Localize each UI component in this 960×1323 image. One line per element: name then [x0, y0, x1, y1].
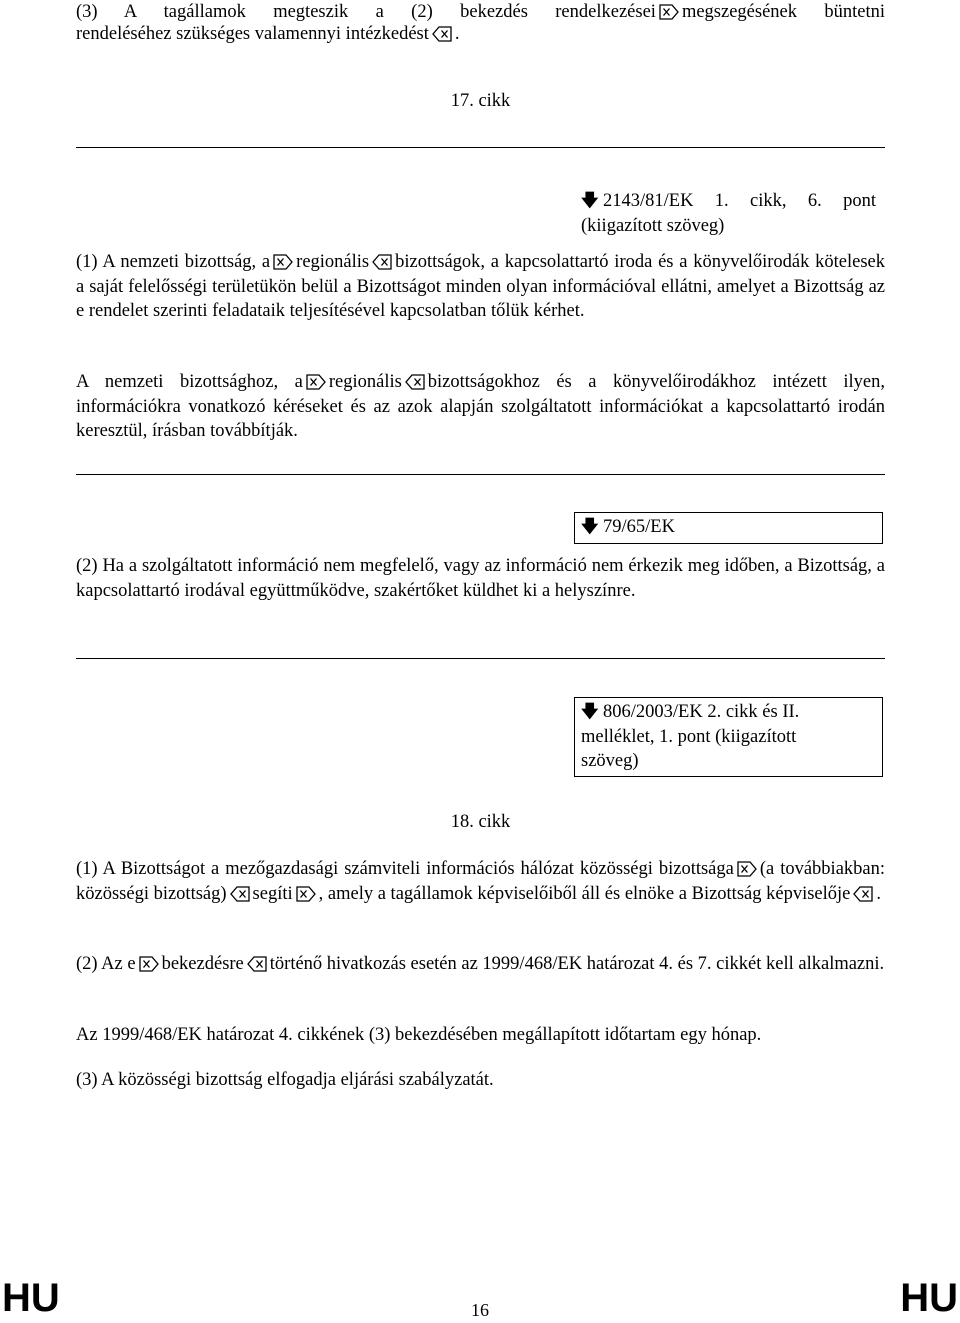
delete-start-marker-icon — [737, 861, 757, 877]
divider — [76, 474, 885, 475]
reference-box-1 — [574, 186, 883, 241]
reference-box-2 — [574, 512, 883, 544]
text: bizottságokhoz és a könyvelőirodákhoz intézett ilyen, információkra vonatkozó kéréseket és az azok alapján szolgáltatott információkat a kapcsolattartó irodán keresztül, írásban továbbítják. — [76, 372, 885, 441]
arrow-down-icon: 🡇 — [581, 191, 599, 211]
text: segíti — [252, 883, 293, 904]
text: (2) Az e — [76, 954, 136, 974]
text: 2143/81/EK 1. cikk, 6. pont — [603, 191, 876, 211]
footer-language-right: HU — [900, 1276, 958, 1320]
text: bizottságok, a kapcsolattartó iroda és a könyvelőirodák kötelesek a saját felelősségi területükön belül a Bizottságot minden olyan információval ellátni, amelyet a Bizottság az e rendelet szerinti feladataik teljesítésével kapcsolatban tőlük kérhet. — [76, 252, 885, 321]
text: rendeléséhez szükséges valamennyi intézkedést — [76, 24, 429, 44]
delete-start-marker-icon — [273, 254, 293, 270]
article-17-paragraph-1b — [76, 370, 885, 444]
text: bekezdésre — [161, 954, 244, 974]
divider — [76, 147, 885, 148]
text: , amely a tagállamok képviselőiből áll és elnöke a Bizottság képviselője — [318, 883, 851, 904]
text: . — [454, 24, 460, 44]
text: (a továbbiakban: közösségi bizottság) — [76, 859, 886, 904]
article-18-heading: 18. cikk — [450, 812, 511, 832]
ref3-line1 — [581, 700, 876, 725]
footer-language-left: HU — [2, 1276, 60, 1320]
text: történő hivatkozás esetén az 1999/468/EK határozat 4. és 7. cikkét kell alkalmazni. — [269, 954, 885, 974]
delete-start-marker-icon — [296, 886, 316, 902]
text: (3) A tagállamok megteszik a (2) bekezdés rendelkezései — [76, 2, 656, 22]
page-number: 16 — [471, 1300, 489, 1320]
delete-start-marker-icon — [659, 4, 679, 20]
text: . — [876, 883, 881, 904]
text: 806/2003/EK 2. cikk és II. — [603, 702, 800, 722]
paragraph-3-line1 — [76, 0, 885, 25]
article-17-heading: 17. cikk — [450, 91, 511, 111]
ref1-line2: (kiigazított szöveg) — [581, 215, 725, 236]
delete-end-marker-icon — [853, 886, 873, 902]
article-18-paragraph-2 — [76, 952, 885, 977]
text: megszegésének büntetni — [681, 2, 885, 22]
article-17-paragraph-1 — [76, 250, 885, 324]
delete-end-marker-icon — [372, 254, 392, 270]
delete-end-marker-icon — [230, 886, 250, 902]
article-18-paragraph-3: (3) A közösségi bizottság elfogadja eljárási szabályzatát. — [76, 1070, 494, 1090]
text: regionális — [328, 372, 402, 392]
arrow-down-icon: 🡇 — [581, 702, 599, 722]
delete-end-marker-icon — [247, 956, 267, 972]
text: regionális — [296, 252, 370, 272]
article-17-paragraph-2: (2) Ha a szolgáltatott információ nem megfelelő, vagy az információ nem érkezik meg időben, a Bizottság, a kapcsolattartó irodával együttműködve, szakértőket küldhet ki a helyszínre. — [76, 556, 885, 601]
ref1-line1 — [581, 189, 876, 214]
ref3-line2: melléklet, 1. pont (kiigazított — [581, 726, 797, 747]
article-18-paragraph-2b: Az 1999/468/EK határozat 4. cikkének (3) bekezdésében megállapított időtartam egy hónap. — [76, 1025, 762, 1045]
delete-start-marker-icon — [139, 956, 159, 972]
delete-end-marker-icon — [405, 374, 425, 390]
arrow-down-icon: 🡇 — [581, 517, 599, 537]
article-18-paragraph-1 — [76, 857, 885, 906]
delete-end-marker-icon — [432, 26, 452, 42]
ref3-line3: szöveg) — [581, 751, 639, 771]
delete-start-marker-icon — [306, 374, 326, 390]
text: 79/65/EK — [603, 517, 675, 537]
divider — [76, 658, 885, 659]
paragraph-3-line2 — [76, 22, 885, 47]
reference-box-3 — [574, 697, 883, 777]
text: (1) A Bizottságot a mezőgazdasági számviteli információs hálózat közösségi bizottsága — [76, 859, 734, 879]
text: A nemzeti bizottsághoz, a — [76, 372, 303, 392]
text: (1) A nemzeti bizottság, a — [76, 252, 271, 272]
